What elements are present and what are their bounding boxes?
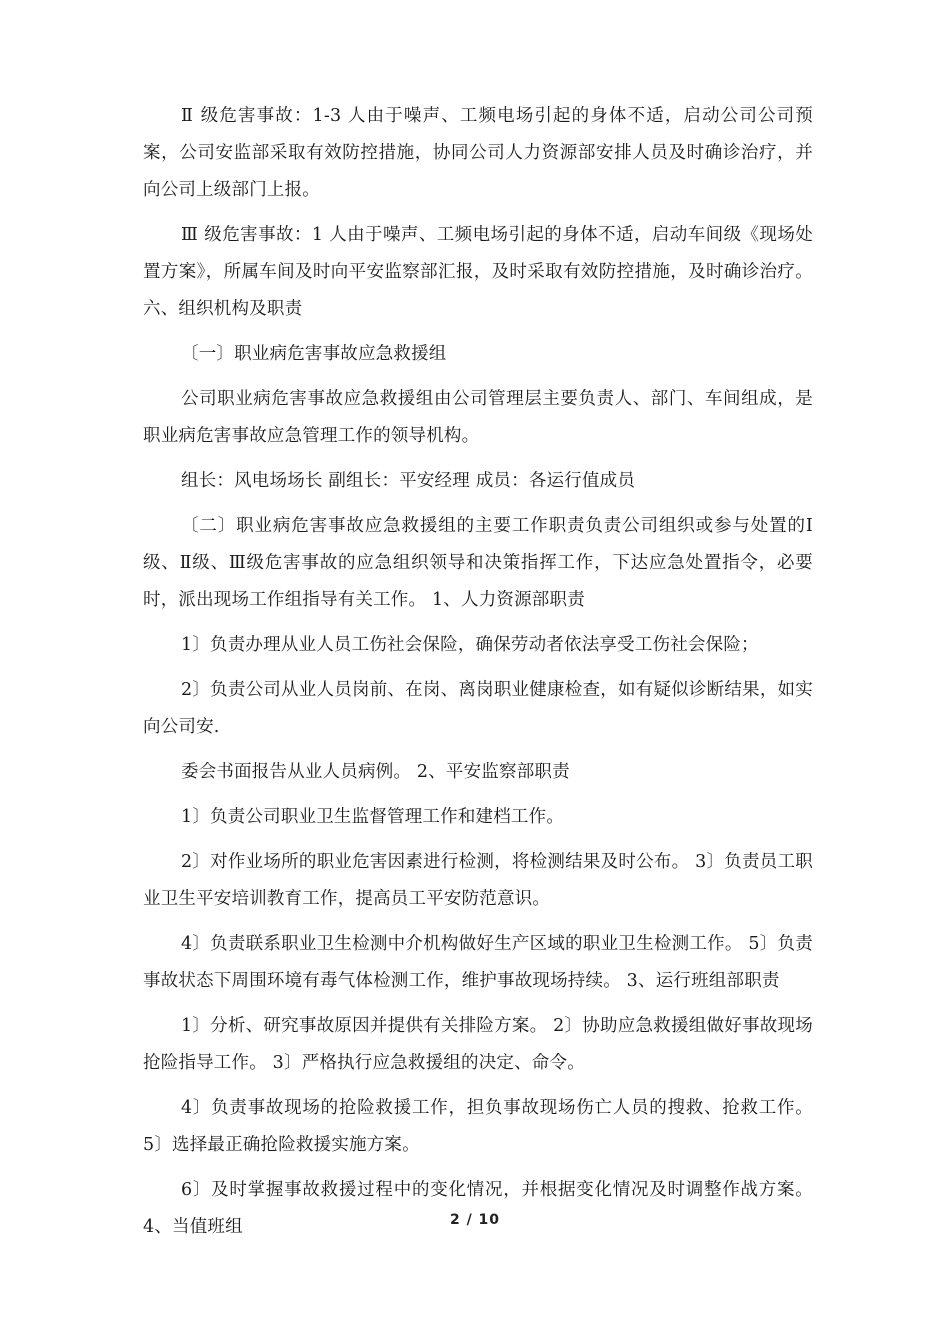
paragraph-safety-duty-2-3: 2〕对作业场所的职业危害因素进行检测，将检测结果及时公布。 3〕负责员工职业卫生平安培训教育工作，提高员工平安防范意识。 bbox=[143, 852, 813, 909]
paragraph-ops-duty-4-5: 4〕负责事故现场的抢险救援工作，担负事故现场伤亡人员的搜救、抢救工作。 5〕选择最正确抢险救援实施方案。 bbox=[143, 1098, 813, 1155]
page-number: 2 / 10 bbox=[449, 1212, 501, 1228]
paragraph-level-2-incident: Ⅱ 级危害事故：1-3 人由于噪声、工频电场引起的身体不适，启动公司公司预案，公司安监部采取有效防控措施，协同公司人力资源部安排人员及时确诊治疗，并向公司上级部门上报。 bbox=[143, 106, 813, 200]
paragraph-hr-report: 委会书面报告从业人员病例。 2、平安监察部职责 bbox=[181, 762, 570, 782]
paragraph-section-2-duties: 〔二〕职业病危害事故应急救援组的主要工作职责负责公司组织或参与处置的Ⅰ级、Ⅱ级、Ⅲ级危害事故的应急组织领导和决策指挥工作，下达应急处置指令，必要时，派出现场工作组指导有关工作。 1、人力资源部职责 bbox=[143, 516, 813, 610]
paragraph-hr-duty-1: 1〕负责办理从业人员工伤社会保险，确保劳动者依法享受工伤社会保险； bbox=[181, 635, 759, 655]
paragraph-rescue-group-description: 公司职业病危害事故应急救援组由公司管理层主要负责人、部门、车间组成，是职业病危害事故应急管理工作的领导机构。 bbox=[143, 389, 813, 446]
paragraph-ops-duty-1-3: 1〕分析、研究事故原因并提供有关排险方案。 2〕协助应急救援组做好事故现场抢险指导工作。 3〕严格执行应急救援组的决定、命令。 bbox=[143, 1016, 813, 1073]
paragraph-safety-duty-4-5: 4〕负责联系职业卫生检测中介机构做好生产区域的职业卫生检测工作。 5〕负责事故状态下周围环境有毒气体检测工作，维护事故现场持续。 3、运行班组部职责 bbox=[143, 934, 813, 991]
document-body bbox=[143, 98, 813, 1254]
paragraph-group-members: 组长：风电场场长 副组长：平安经理 成员：各运行值成员 bbox=[181, 471, 636, 491]
paragraph-level-3-incident: Ⅲ 级危害事故：1 人由于噪声、工频电场引起的身体不适，启动车间级《现场处置方案》，所属车间及时向平安监察部汇报，及时采取有效防控措施，及时确诊治疗。 六、组织机构及职责 bbox=[143, 225, 813, 319]
paragraph-safety-duty-1: 1〕负责公司职业卫生监督管理工作和建档工作。 bbox=[181, 807, 565, 827]
paragraph-section-1-heading: 〔一〕职业病危害事故应急救援组 bbox=[181, 344, 447, 364]
paragraph-ops-duty-6: 6〕及时掌握事故救援过程中的变化情况，并根据变化情况及时调整作战方案。 4、当值班组 bbox=[143, 1180, 813, 1237]
paragraph-hr-duty-2: 2〕负责公司从业人员岗前、在岗、离岗职业健康检查，如有疑似诊断结果，如实向公司安. bbox=[143, 680, 813, 737]
